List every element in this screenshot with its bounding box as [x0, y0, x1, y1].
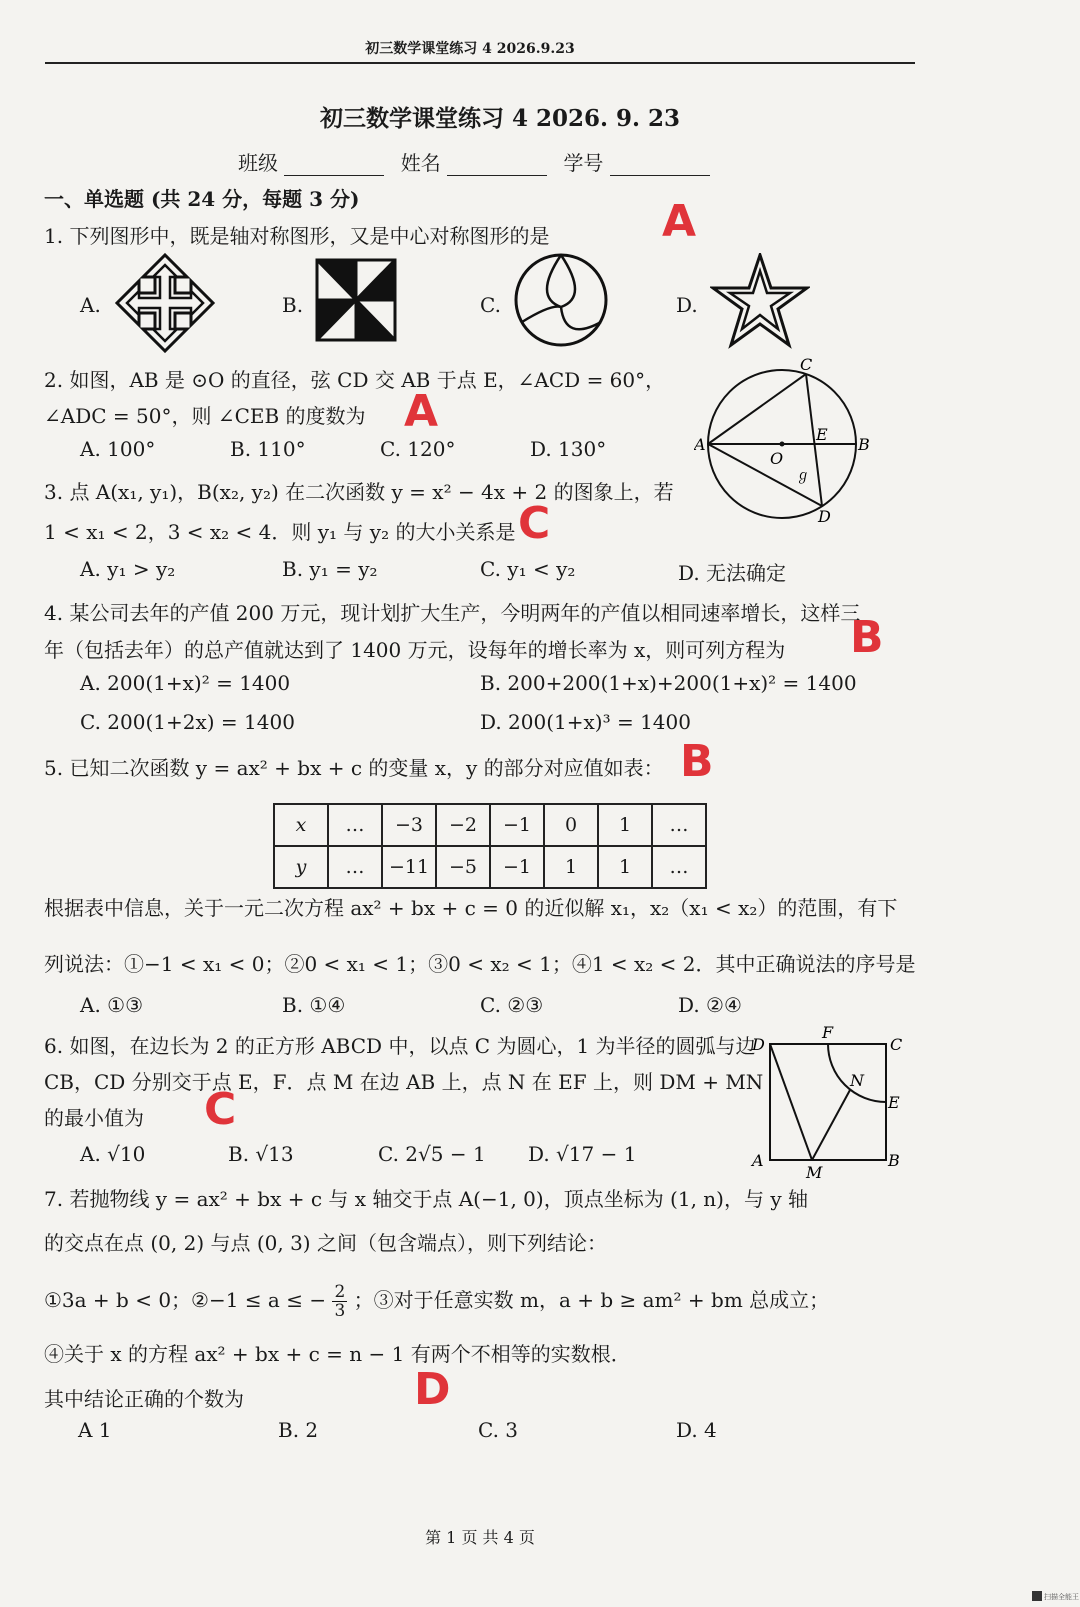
q7-line4: ④关于 x 的方程 ax² + bx + c = n − 1 有两个不相等的实数根．	[44, 1342, 631, 1366]
q6-line2: CB，CD 分别交于点 E，F．点 M 在边 AB 上，点 N 在 EF 上，则 DM + MN	[44, 1070, 764, 1094]
q7-answer: D	[414, 1364, 451, 1415]
q2-option-a[interactable]: A. 100°	[80, 437, 156, 461]
q3-option-d[interactable]: D. 无法确定	[678, 561, 787, 585]
q6-answer: C	[204, 1084, 237, 1135]
q6-line3: 的最小值为	[44, 1106, 144, 1130]
q7-option-c[interactable]: C. 3	[478, 1418, 519, 1442]
q3-option-b[interactable]: B. y₁ = y₂	[282, 557, 378, 581]
q6-label-d: D	[752, 1035, 765, 1054]
q2-label-c: C	[800, 356, 813, 374]
q5-option-b[interactable]: B. ①④	[282, 993, 346, 1017]
q7-fraction	[332, 1283, 347, 1320]
id-label: 学号	[563, 151, 604, 175]
table-cell: …	[328, 846, 382, 888]
table-cell: −11	[382, 846, 436, 888]
q3-line2: 1 < x₁ < 2，3 < x₂ < 4．则 y₁ 与 y₂ 的大小关系是	[44, 520, 516, 544]
q2-angle-mark: ℊ	[796, 468, 810, 484]
q4-option-b[interactable]: B. 200+200(1+x)+200(1+x)² = 1400	[480, 671, 857, 695]
q6-label-n: N	[850, 1071, 864, 1090]
q3-option-a[interactable]: A. y₁ > y₂	[80, 557, 176, 581]
table-cell: x	[274, 804, 328, 846]
q2-option-d[interactable]: D. 130°	[530, 437, 607, 461]
running-header: 初三数学课堂练习 4 2026.9.23	[365, 41, 575, 57]
table-cell: −1	[490, 804, 544, 846]
q1-stem: 1. 下列图形中，既是轴对称图形，又是中心对称图形的是	[44, 224, 550, 248]
q4-answer: B	[850, 612, 884, 663]
q5-line3: 列说法：①−1 < x₁ < 0；②0 < x₁ < 1；③0 < x₂ < 1；④1 < x₂ < 2．其中正确说法的序号是	[44, 952, 916, 976]
section-heading: 一、单选题 (共 24 分，每题 3 分)	[44, 187, 360, 211]
q4-line2: 年（包括去年）的总产值就达到了 1400 万元，设每年的增长率为 x，则可列方程为	[44, 638, 786, 662]
q7-option-a[interactable]: A 1	[78, 1418, 112, 1442]
square-diagram-q6	[750, 1022, 910, 1182]
table-cell: …	[652, 846, 706, 888]
q3-line1: 3. 点 A(x₁, y₁)，B(x₂, y₂) 在二次函数 y = x² − 4x + 2 的图象上，若	[44, 480, 674, 504]
q1-option-c[interactable]: C.	[480, 293, 501, 317]
q6-option-d[interactable]: D. √17 − 1	[528, 1142, 637, 1166]
q1-option-d[interactable]: D.	[676, 293, 698, 317]
table-cell: …	[328, 804, 382, 846]
scanner-watermark: 扫描全能王	[1044, 1593, 1079, 1601]
q6-label-m: M	[806, 1163, 823, 1182]
q7-line5: 其中结论正确的个数为	[44, 1387, 244, 1411]
q2-label-d: D	[818, 507, 831, 526]
q3-answer: C	[518, 498, 551, 549]
class-blank[interactable]	[284, 157, 384, 176]
q6-label-e: E	[888, 1093, 900, 1112]
q4-option-a[interactable]: A. 200(1+x)² = 1400	[80, 671, 291, 695]
q5-option-a[interactable]: A. ①③	[80, 993, 144, 1017]
q6-label-f: F	[822, 1023, 834, 1042]
q1-option-b[interactable]: B.	[282, 293, 304, 317]
table-row	[274, 804, 706, 846]
q5-value-table	[273, 803, 707, 889]
table-cell: −3	[382, 804, 436, 846]
student-info-line	[238, 147, 710, 176]
exam-title: 初三数学课堂练习 4 2026. 9. 23	[319, 105, 681, 132]
q4-option-c[interactable]: C. 200(1+2x) = 1400	[80, 710, 295, 734]
q6-label-c: C	[890, 1035, 903, 1054]
name-label: 姓名	[400, 151, 441, 175]
q7-option-b[interactable]: B. 2	[278, 1418, 319, 1442]
page-footer: 第 1 页 共 4 页	[425, 1528, 535, 1547]
q2-line1: 2. 如图，AB 是 ⊙O 的直径，弦 CD 交 AB 于点 E，∠ACD = 60°，	[44, 368, 666, 392]
q5-line2: 根据表中信息，关于一元二次方程 ax² + bx + c = 0 的近似解 x₁，x₂（x₁ < x₂）的范围，有下	[44, 896, 898, 920]
pinwheel-figure	[315, 258, 397, 342]
table-cell: y	[274, 846, 328, 888]
q5-stem: 5. 已知二次函数 y = ax² + bx + c 的变量 x，y 的部分对应值如表：	[44, 756, 664, 780]
q1-option-a[interactable]: A.	[80, 293, 101, 317]
q3-option-c[interactable]: C. y₁ < y₂	[480, 557, 576, 581]
q2-label-a: A	[694, 435, 706, 454]
q6-line1: 6. 如图，在边长为 2 的正方形 ABCD 中，以点 C 为圆心，1 为半径的圆弧与边	[44, 1034, 756, 1058]
header-rule	[45, 62, 915, 64]
q5-answer: B	[680, 736, 714, 787]
qr-code-icon	[1032, 1591, 1042, 1601]
table-cell: −1	[490, 846, 544, 888]
q2-answer: A	[404, 386, 439, 437]
q2-label-b: B	[858, 435, 870, 454]
q6-option-c[interactable]: C. 2√5 − 1	[378, 1142, 486, 1166]
q2-option-b[interactable]: B. 110°	[230, 437, 306, 461]
q2-line2: ∠ADC = 50°，则 ∠CEB 的度数为	[44, 404, 366, 428]
q4-option-d[interactable]: D. 200(1+x)³ = 1400	[480, 710, 691, 734]
name-blank[interactable]	[447, 157, 547, 176]
q6-label-b: B	[888, 1151, 900, 1170]
q7-line2: 的交点在点 (0, 2) 与点 (0, 3) 之间（包含端点），则下列结论：	[44, 1231, 607, 1255]
q6-option-a[interactable]: A. √10	[80, 1142, 146, 1166]
table-cell: 1	[544, 846, 598, 888]
star-figure	[710, 253, 810, 349]
q2-label-e: E	[816, 425, 828, 444]
id-blank[interactable]	[610, 157, 710, 176]
q4-line1: 4. 某公司去年的产值 200 万元，现计划扩大生产，今明两年的产值以相同速率增长，这样三	[44, 601, 861, 625]
class-label: 班级	[238, 151, 278, 175]
q7-frac-den: 3	[334, 1301, 346, 1321]
circle-diagram-q2	[694, 356, 876, 526]
table-cell: −5	[436, 846, 490, 888]
q7-line3-part2: ；③对于任意实数 m，a + b ≥ am² + bm 总成立；	[353, 1288, 830, 1312]
three-arcs-circle-figure	[513, 252, 609, 348]
table-cell: 0	[544, 804, 598, 846]
table-cell: −2	[436, 804, 490, 846]
q5-option-c[interactable]: C. ②③	[480, 993, 544, 1017]
cross-arrows-figure	[115, 253, 215, 353]
q2-option-c[interactable]: C. 120°	[380, 437, 456, 461]
q6-option-b[interactable]: B. √13	[228, 1142, 294, 1166]
q2-label-o: O	[770, 449, 784, 468]
q1-answer: A	[662, 196, 697, 247]
table-cell: 1	[598, 846, 652, 888]
q5-option-d[interactable]: D. ②④	[678, 993, 742, 1017]
q6-label-a: A	[752, 1151, 764, 1170]
q7-frac-num: 2	[334, 1282, 346, 1302]
q7-option-d[interactable]: D. 4	[676, 1418, 717, 1442]
q7-line3-part1: ①3a + b < 0；②−1 ≤ a ≤ −	[44, 1288, 327, 1312]
table-cell: …	[652, 804, 706, 846]
q7-line3	[44, 1283, 829, 1320]
table-row	[274, 846, 706, 888]
q7-line1: 7. 若抛物线 y = ax² + bx + c 与 x 轴交于点 A(−1, 0)，顶点坐标为 (1, n)，与 y 轴	[44, 1187, 808, 1211]
table-cell: 1	[598, 804, 652, 846]
